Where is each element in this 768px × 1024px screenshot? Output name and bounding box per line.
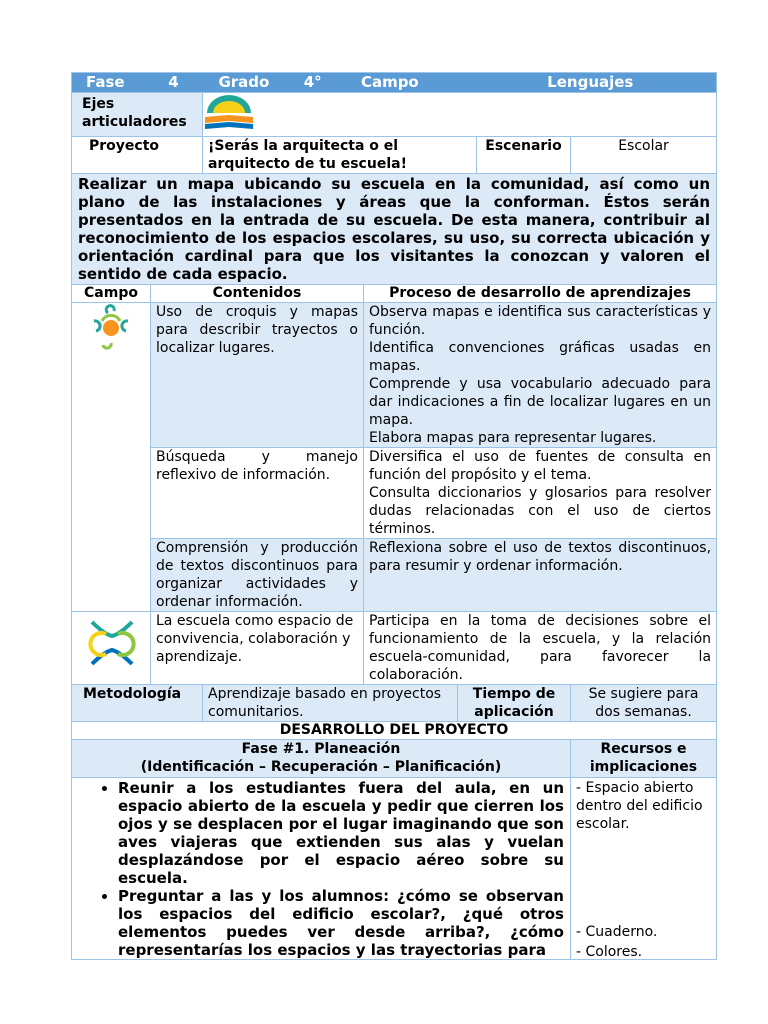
campo-column-header: Campo [72,285,151,303]
metodologia-value: Aprendizaje basado en proyectos comunitarios. [203,685,458,722]
proceso-item: Diversifica el uso de fuentes de consulta en función del propósito y el tema. [369,449,712,483]
content-row [72,303,717,448]
content-row [72,539,717,612]
campo-label: Campo [360,73,419,91]
escenario-label: Escenario [477,137,571,174]
recurso-item: - Cuaderno. [576,924,658,940]
desarrollo-title: DESARROLLO DEL PROYECTO [72,722,717,740]
recurso-item: - Colores. [576,944,643,960]
content-row [72,612,717,685]
proceso-item: Elabora mapas para representar lugares. [369,430,657,446]
proceso-item: Consulta diccionarios y glosarios para resolver dudas relacionadas con el uso de ciertos términos. [369,485,712,537]
ejes-icons [203,93,278,137]
proceso-item: Reflexiona sobre el uso de textos discontinuos, para resumir y ordenar información. [364,539,717,612]
escenario-value: Escolar [571,137,717,174]
proyecto-value: ¡Serás la arquitecta o el arquitecto de tu escuela! [203,137,477,174]
lesson-plan-table [71,72,717,960]
contenido-cell: La escuela como espacio de convivencia, colaboración y aprendizaje. [151,612,364,685]
proyecto-label: Proyecto [72,137,203,174]
proceso-item: Comprende y usa vocabulario adecuado para dar indicaciones a fin de localizar lugares en un mapa. [369,376,712,428]
proceso-item: Observa mapas e identifica sus características y función. [369,304,712,338]
tiempo-value: Se sugiere para dos semanas. [571,685,717,722]
fase-label: Fase [86,73,125,91]
fase-value: 4 [168,73,179,91]
contenidos-column-header: Contenidos [151,285,364,303]
etica-campo-icon [72,612,151,672]
metodologia-label: Metodología [72,685,203,722]
grado-label: Grado [218,73,270,91]
ejes-label: Ejes articuladores [72,93,203,137]
lenguajes-campo-icon [72,303,151,373]
contenido-cell: Búsqueda y manejo reflexivo de información. [151,448,364,539]
campo-value: Lenguajes [547,73,634,91]
contenido-cell: Uso de croquis y mapas para describir trayectos o localizar lugares. [151,303,364,448]
content-row [72,448,717,539]
recursos-label: Recursos e implicaciones [571,740,717,778]
fase-subtitle: (Identificación – Recuperación – Planificación) [140,759,502,775]
proceso-item: Participa en la toma de decisiones sobre el funcionamiento de la escuela, y la relación escuela-comunidad, para favorecer la colaboración. [364,612,717,685]
book-rainbow-icon [205,95,253,129]
proceso-column-header: Proceso de desarrollo de aprendizajes [364,285,717,303]
lesson-plan-document [71,72,716,960]
fase-title: Fase #1. Planeación [241,741,401,757]
activity-item: • Preguntar a las y los alumnos: ¿cómo se observan los espacios del edificio escolar?, ¿qué otros elementos puedes ver desde arriba?, ¿cómo representarías los espacios y las trayectorias para [118,887,564,959]
grado-value: 4° [303,73,322,91]
tiempo-label: Tiempo de aplicación [458,685,571,722]
recurso-item: - Espacio abierto dentro del edificio escolar. [576,780,703,832]
contenido-cell: Comprensión y producción de textos discontinuos para organizar actividades y ordenar información. [151,539,364,612]
header-row [72,73,717,93]
proceso-item: Identifica convenciones gráficas usadas en mapas. [369,340,712,374]
activities-list [72,779,564,959]
project-description: Realizar un mapa ubicando su escuela en la comunidad, así como un plano de las instalaciones y áreas que la conforman. Éstos serán presentados en la entrada de su escuela. De esta manera, contribuir al reconocimiento de los espacios escolares, su uso, su correcta ubicación y orientación cardinal para que los visitantes la conozcan y valoren el sentido de cada espacio. [72,174,717,285]
activity-item: • Reunir a los estudiantes fuera del aula, en un espacio abierto de la escuela y pedir que cierren los ojos y se desplacen por el lugar imaginando que son aves viajeras que extienden sus alas y vuelan desplazándose por el espacio aéreo sobre su escuela. [118,779,564,887]
